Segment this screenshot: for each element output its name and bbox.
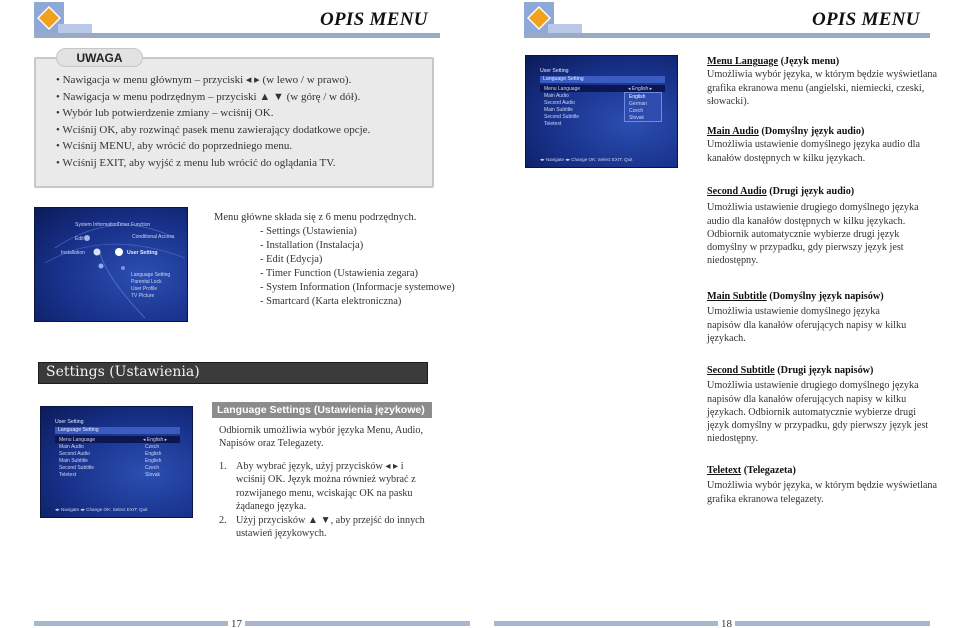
- desc-section-main-subtitle: [707, 290, 937, 345]
- screen-row-label: Teletext: [59, 472, 77, 478]
- main-menu-item: - System Information (Informacje systemowe): [260, 282, 455, 293]
- screen-row-label: Main Subtitle: [59, 458, 88, 464]
- menu-label-system-info: System Information: [75, 222, 119, 228]
- desc-body-line: napisów dla kanałów oferujących napisy w kilku: [707, 393, 907, 405]
- desc-body-line: niedostępny.: [707, 255, 759, 267]
- desc-body-line: niedostępny.: [707, 433, 759, 445]
- screen-header: User Setting: [55, 419, 84, 425]
- header-rule-right: [524, 33, 930, 38]
- screen-row-label: Main Audio: [59, 444, 84, 450]
- language-screenshot-right: [525, 55, 678, 168]
- desc-body-line: język domyślny w przypadku, gdy pierwszy język jest: [707, 420, 929, 432]
- desc-body-line: Umożliwia ustawienie domyślnego języka audio dla: [707, 139, 921, 151]
- menu-label-installation: Installation: [61, 250, 85, 256]
- menu-label-conditional-access: Conditional Access: [132, 234, 175, 240]
- desc-body-line: językach.: [707, 332, 746, 344]
- main-menu-item: - Timer Function (Ustawienia zegara): [260, 268, 419, 279]
- screen-row-value: ◂ English ▸: [143, 437, 168, 443]
- desc-body-line: Odbiornik automatycznie wybierze drugi język: [707, 228, 900, 240]
- screen-row-label: Teletext: [544, 121, 562, 127]
- desc-body-line: słowacki).: [707, 95, 750, 107]
- page-number-left: 17: [228, 618, 245, 628]
- brand-logo: [34, 2, 92, 34]
- screen-row-value: Slovak: [145, 472, 161, 478]
- note-item: • Wciśnij OK, aby rozwinąć pasek menu zawierający dodatkowe opcje.: [56, 122, 370, 139]
- main-menu-screenshot: [34, 207, 188, 322]
- screen-subheader: Language Setting: [543, 76, 584, 82]
- header-rule-left: [34, 33, 440, 38]
- screen-row-label: Second Subtitle: [544, 114, 580, 120]
- screen-row-label: Second Audio: [59, 451, 90, 457]
- main-menu-item: - Smartcard (Karta elektroniczna): [260, 296, 402, 307]
- desc-section-menu-language: [707, 55, 937, 108]
- dropdown-option: German: [629, 101, 648, 107]
- menu-sub-item: Parental Lock: [131, 279, 162, 285]
- footer-rule-left: [34, 621, 470, 626]
- desc-body-line: grafika ekranowa menu (angielski, niemiecki, czeski,: [707, 82, 925, 94]
- desc-title: Menu Language (Język menu): [707, 56, 840, 67]
- note-item: • Nawigacja w menu głównym – przyciski ◂ ▸ (w lewo / w prawo).: [56, 72, 370, 89]
- page-number-right: 18: [718, 618, 735, 628]
- step-text: Użyj przycisków ▲ ▼, aby przejść do innych ustawień językowych.: [236, 515, 425, 540]
- desc-title: Main Subtitle (Domyślny język napisów): [707, 291, 884, 302]
- screen-row-label: Second Audio: [544, 100, 575, 106]
- screen-footer: ◂▸ Navigate ◂▸ Change OK: Select EXIT: Quit: [540, 157, 633, 162]
- desc-title: Teletext (Telegazeta): [707, 465, 796, 476]
- screen-row-label: Main Audio: [544, 93, 569, 99]
- section-banner-settings: Settings (Ustawienia): [38, 362, 428, 384]
- screen-subheader-bar: [540, 76, 665, 83]
- note-item: • Nawigacja w menu podrzędnym – przyciski ▲ ▼ (w górę / w dół).: [56, 89, 370, 106]
- desc-section-second-audio: [707, 185, 937, 268]
- desc-section-teletext: [707, 464, 937, 506]
- desc-body-line: Umożliwia wybór języka, w którym będzie wyświetlana: [707, 480, 937, 492]
- desc-body-line: Umożliwia wybór języka, w którym będzie wyświetlana: [707, 69, 937, 81]
- note-list: [56, 72, 370, 171]
- screen-row-label: Second Subtitle: [59, 465, 95, 471]
- desc-body-line: audio dla kanałów dostępnych w kilku językach.: [707, 215, 906, 227]
- screen-row-label: Menu Language: [544, 86, 581, 92]
- step-text: Aby wybrać język, użyj przycisków ◂ ▸ i wciśnij OK. Język można również wybrać z rozwijanego menu, wciskając OK na pasku żądanego języka.: [236, 461, 416, 512]
- page-title-right: OPIS MENU: [812, 9, 920, 30]
- screen-row-value: ◂ English ▸: [628, 86, 653, 92]
- desc-body-line: grafika ekranowa telegazety.: [707, 493, 824, 505]
- desc-body-line: Umożliwia ustawienie domyślnego języka: [707, 306, 880, 318]
- desc-body-line: Umożliwia ustawienie drugiego domyślnego języka: [707, 380, 919, 392]
- desc-title: Main Audio (Domyślny język audio): [707, 126, 865, 137]
- desc-title: Second Subtitle (Drugi język napisów): [707, 365, 874, 376]
- screen-row-value: Czech: [145, 444, 160, 450]
- screen-row-value: Czech: [145, 465, 160, 471]
- menu-sub-item: Language Setting: [131, 272, 171, 278]
- screen-header: User Setting: [540, 68, 569, 74]
- menu-label-user-setting: User Setting: [127, 250, 158, 256]
- desc-section-main-audio: [707, 125, 937, 165]
- screen-subheader: Language Setting: [58, 427, 99, 433]
- note-item: • Wybór lub potwierdzenie zmiany – wciśnij OK.: [56, 105, 370, 122]
- menu-label-timer: Timer Function: [117, 222, 151, 228]
- screen-subheader-bar: [55, 427, 180, 434]
- menu-sub-item: TV Picture: [131, 293, 155, 299]
- main-menu-item: - Edit (Edycja): [260, 254, 323, 265]
- desc-title: Second Audio (Drugi język audio): [707, 186, 855, 197]
- dropdown-option: English: [629, 94, 646, 100]
- menu-sub-item: User Profile: [131, 286, 158, 292]
- dropdown-option: Czech: [629, 108, 644, 114]
- step-number: 1.: [219, 461, 227, 472]
- page-title-left: OPIS MENU: [320, 9, 428, 30]
- screen-row-label: Main Subtitle: [544, 107, 573, 113]
- note-item: • Wciśnij EXIT, aby wyjść z menu lub wrócić do oglądania TV.: [56, 155, 370, 172]
- note-tab: UWAGA: [56, 48, 143, 67]
- desc-section-second-subtitle: [707, 364, 937, 446]
- screen-footer: ◂▸ Navigate ◂▸ Change OK: Select EXIT: Quit: [55, 507, 148, 512]
- step-number: 2.: [219, 515, 227, 526]
- brand-logo: [524, 2, 582, 34]
- desc-body-line: domyślny w przypadku, gdy pierwszy język jest: [707, 242, 904, 254]
- language-settings-header: Language Settings (Ustawienia językowe): [212, 402, 432, 418]
- menu-label-edit: Edit: [75, 236, 84, 242]
- desc-body-line: Umożliwia ustawienie drugiego domyślnego języka: [707, 202, 919, 214]
- desc-body-line: napisów dla kanałów oferujących napisy w kilku: [707, 319, 907, 331]
- desc-body-line: kanałów dostępnych w kilku językach.: [707, 152, 866, 164]
- language-screenshot-left: [40, 406, 193, 518]
- screen-row-value: English: [145, 451, 162, 457]
- screen-row-label: Menu Language: [59, 437, 96, 443]
- footer-rule-right: [494, 621, 930, 626]
- language-settings-intro: Odbiornik umożliwia wybór języka Menu, Audio, Napisów oraz Telegazety.: [219, 425, 423, 450]
- note-box: [34, 57, 434, 188]
- main-menu-item: - Settings (Ustawienia): [260, 226, 357, 237]
- main-menu-item: - Installation (Instalacja): [260, 240, 364, 251]
- dropdown-option: Slovak: [629, 115, 645, 121]
- desc-body-line: językach. Odbiornik automatycznie wybierze drugi: [707, 406, 917, 418]
- language-dropdown: [624, 92, 662, 122]
- main-menu-intro: Menu główne składa się z 6 menu podrzędnych.: [214, 212, 417, 223]
- note-item: • Wciśnij MENU, aby wrócić do poprzedniego menu.: [56, 138, 370, 155]
- screen-row-value: English: [145, 458, 162, 464]
